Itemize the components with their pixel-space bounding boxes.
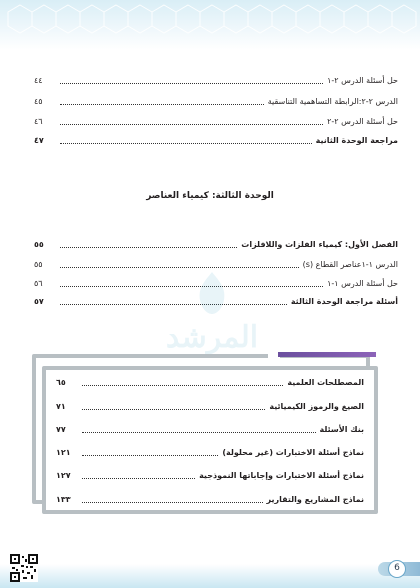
appendix-row-page: ٧١ bbox=[56, 402, 66, 411]
qr-code-icon[interactable] bbox=[10, 554, 38, 582]
toc-row[interactable] bbox=[34, 255, 398, 271]
dot-leader bbox=[82, 502, 263, 503]
header-decoration-band bbox=[0, 0, 420, 50]
appendix-row-title: الصيغ والرموز الكيميائية bbox=[269, 402, 364, 411]
dot-leader bbox=[82, 432, 316, 433]
toc-row-page: ٥٦ bbox=[34, 279, 43, 288]
dot-leader bbox=[82, 455, 218, 456]
footer-decoration-band bbox=[0, 564, 420, 588]
appendix-row[interactable] bbox=[56, 443, 364, 459]
appendix-row[interactable] bbox=[56, 397, 364, 413]
appendix-row-page: ٧٧ bbox=[56, 425, 66, 434]
appendix-row[interactable] bbox=[56, 490, 364, 506]
dot-leader bbox=[82, 385, 283, 386]
dot-leader bbox=[60, 247, 237, 248]
appendix-row-page: ١٢٧ bbox=[56, 471, 71, 480]
appendix-row-title: بنك الأسئلة bbox=[319, 425, 364, 434]
unit-title: الوحدة الثالثة: كيمياء العناصر bbox=[146, 191, 274, 201]
toc-row-page: ٥٥ bbox=[34, 240, 44, 249]
toc-row-title: حل أسئلة الدرس ١-١ bbox=[327, 279, 398, 288]
appendix-row-page: ١٢١ bbox=[56, 448, 71, 457]
dot-leader bbox=[60, 143, 312, 144]
toc-row-page: ٤٤ bbox=[34, 76, 43, 85]
appendix-row-title: المصطلحات العلمية bbox=[287, 378, 364, 387]
toc-row-title: الدرس ١-١عناصر القطاع (s) bbox=[302, 260, 398, 269]
dot-leader bbox=[60, 83, 323, 84]
frame-accent-bar bbox=[278, 352, 376, 357]
appendix-row-page: ٦٥ bbox=[56, 378, 66, 387]
hexagon-pattern-icon bbox=[0, 0, 420, 50]
appendix-row[interactable] bbox=[56, 466, 364, 482]
watermark-text: المرشد bbox=[165, 320, 259, 355]
toc-row[interactable] bbox=[34, 92, 398, 108]
page-number: 6 bbox=[388, 560, 406, 578]
appendix-row-page: ١٣٣ bbox=[56, 495, 71, 504]
appendix-row[interactable] bbox=[56, 420, 364, 436]
dot-leader bbox=[60, 124, 323, 125]
toc-row-page: ٥٧ bbox=[34, 297, 44, 306]
toc-row-title: الدرس ٢-٢:الرابطة التساهمية التناسقية bbox=[267, 97, 398, 106]
flame-logo-icon bbox=[190, 270, 234, 316]
appendix-row[interactable] bbox=[56, 373, 364, 389]
dot-leader bbox=[82, 409, 265, 410]
toc-row-title: مراجعة الوحدة الثانية bbox=[315, 136, 398, 145]
toc-row-page: ٤٧ bbox=[34, 136, 44, 145]
toc-row-title: حل أسئلة الدرس ٢-٢ bbox=[327, 117, 398, 126]
toc-row[interactable] bbox=[34, 112, 398, 128]
toc-row[interactable] bbox=[34, 131, 398, 147]
toc-row[interactable] bbox=[34, 71, 398, 87]
appendix-row-title: نماذج المشاريع والتقارير bbox=[266, 495, 364, 504]
toc-row-page: ٥٥ bbox=[34, 260, 43, 269]
dot-leader bbox=[60, 104, 264, 105]
toc-row-page: ٤٥ bbox=[34, 97, 43, 106]
toc-row-page: ٤٦ bbox=[34, 117, 43, 126]
toc-row-title: الفصل الأول: كيمياء الفلزات واللافلزات bbox=[241, 240, 398, 249]
appendix-row-title: نماذج أسئلة الاختبارات وإجاباتها النموذجية bbox=[199, 471, 364, 480]
appendix-row-title: نماذج أسئلة الاختبارات (غير محلولة) bbox=[222, 448, 364, 457]
dot-leader bbox=[82, 478, 195, 479]
dot-leader bbox=[60, 267, 299, 268]
toc-row[interactable] bbox=[34, 235, 398, 251]
toc-row-title: حل أسئلة الدرس ٢-١ bbox=[327, 76, 398, 85]
toc-row-title: أسئلة مراجعة الوحدة الثالثة bbox=[290, 297, 398, 306]
